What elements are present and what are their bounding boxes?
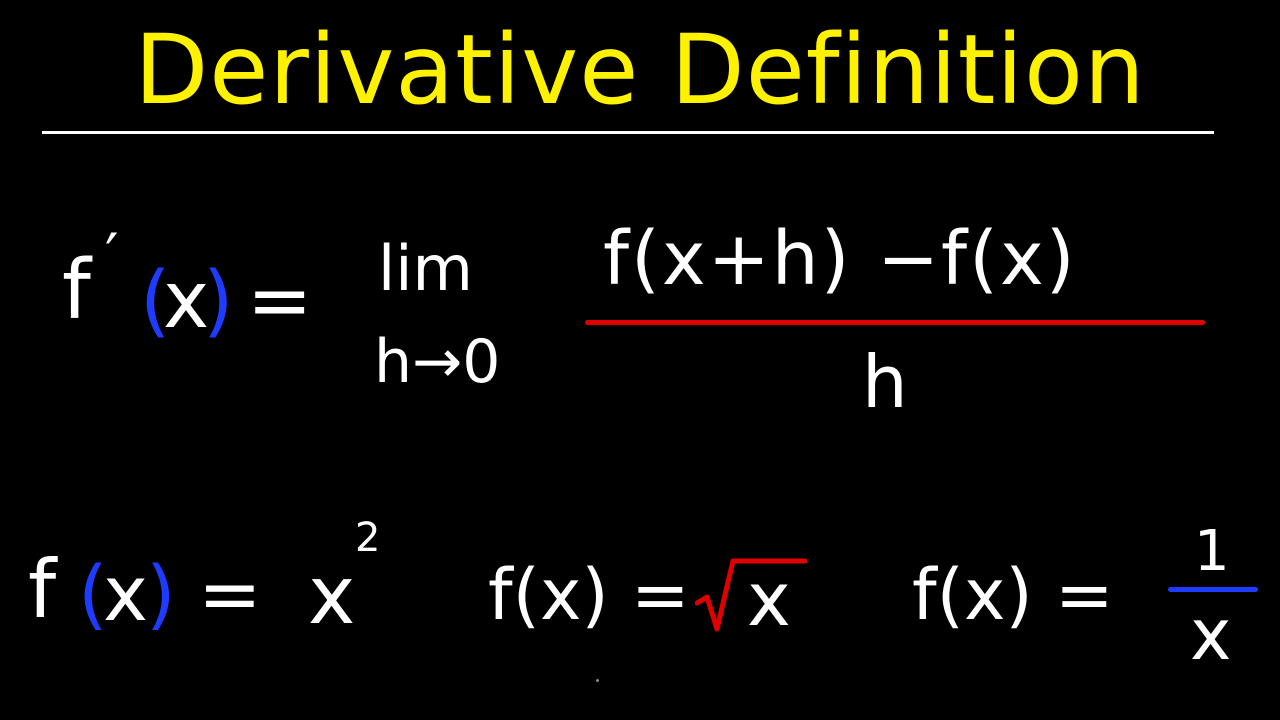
def-denominator: h: [862, 340, 908, 424]
ex1-equals: =: [198, 549, 262, 638]
ex3-lhs: f(x) =: [912, 554, 1114, 636]
title-underline: [42, 131, 1214, 134]
ex3-numerator: 1: [1194, 519, 1230, 584]
def-fraction-bar: [585, 320, 1205, 325]
stray-dot: [596, 679, 599, 682]
def-x: x: [163, 256, 210, 346]
ex2-radicand: x: [747, 557, 791, 643]
def-open-paren: (: [140, 256, 171, 346]
def-f: f: [62, 243, 91, 338]
ex1-x: x: [103, 549, 148, 638]
ex3-fraction-bar: [1168, 587, 1258, 592]
ex1-base: x: [308, 549, 356, 642]
ex3-denominator: x: [1190, 594, 1232, 676]
slide-title: Derivative Definition: [134, 14, 1146, 126]
def-close-paren: ): [203, 256, 234, 346]
def-lim-subscript: h→0: [374, 327, 501, 397]
def-numerator: f(x+h) −f(x): [603, 216, 1077, 302]
def-lim: lim: [378, 232, 473, 305]
ex1-exponent: 2: [355, 515, 381, 561]
ex1-open-paren: (: [78, 549, 108, 638]
ex2-lhs: f(x) =: [488, 554, 690, 636]
def-prime: ′: [105, 221, 119, 291]
def-equals: =: [247, 256, 313, 346]
ex1-f: f: [28, 543, 57, 636]
ex1-close-paren: ): [146, 549, 176, 638]
